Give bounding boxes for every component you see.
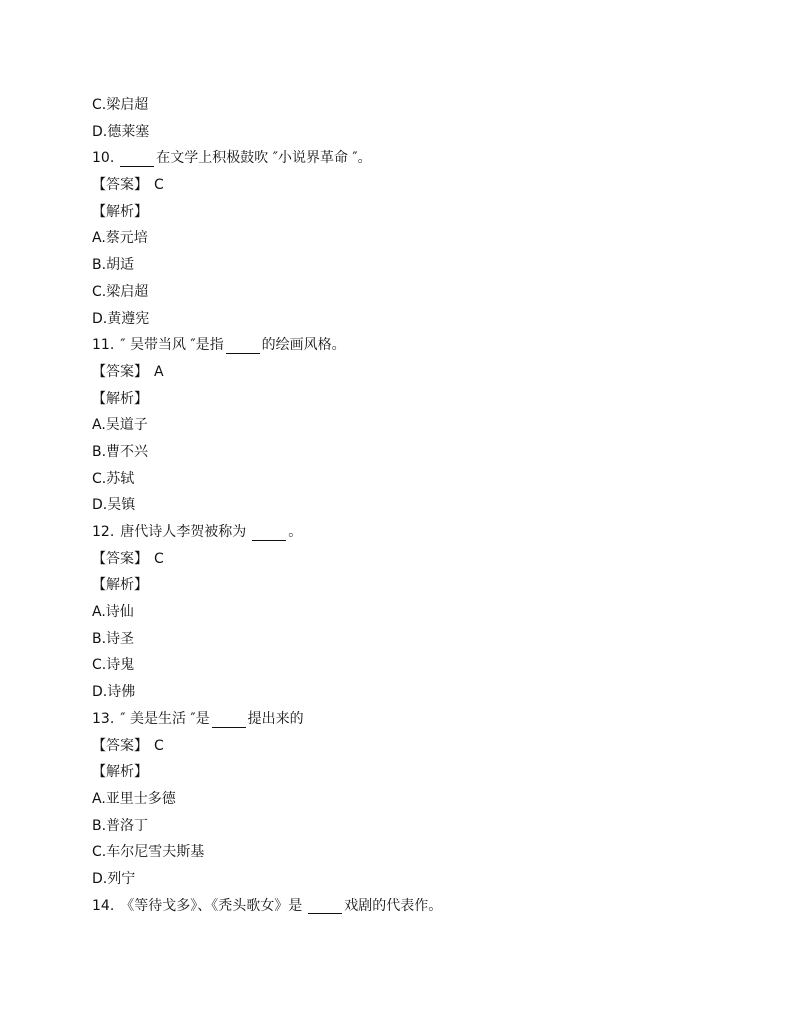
option-line	[92, 306, 732, 333]
analysis-label: 【解析】	[92, 764, 148, 781]
option-line	[92, 119, 732, 146]
answer-label: 【答案】	[92, 177, 148, 194]
question-12	[92, 519, 732, 546]
analysis-line	[92, 386, 732, 413]
option-line	[92, 679, 732, 706]
option-line	[92, 866, 732, 893]
analysis-label: 【解析】	[92, 203, 148, 220]
answer-label: 【答案】	[92, 737, 148, 754]
option-text: A.吴道子	[92, 417, 148, 434]
answer-value: A	[154, 363, 164, 380]
option-line	[92, 599, 732, 626]
answer-value: C	[154, 177, 164, 194]
option-line	[92, 439, 732, 466]
option-line	[92, 839, 732, 866]
option-line	[92, 492, 732, 519]
question-text-pre: ″ 美是生活 ″是	[120, 710, 210, 727]
fill-blank	[226, 337, 260, 354]
question-text-post: 在文学上积极鼓吹 ″小说界革命 ″。	[156, 150, 372, 167]
option-line	[92, 626, 732, 653]
answer-line	[92, 733, 732, 760]
analysis-line	[92, 572, 732, 599]
option-line	[92, 279, 732, 306]
question-text-pre: 唐代诗人李贺被称为	[120, 524, 247, 540]
analysis-line	[92, 199, 732, 226]
answer-label: 【答案】	[92, 363, 148, 380]
answer-value: C	[154, 550, 164, 567]
analysis-line	[92, 759, 732, 786]
option-line	[92, 786, 732, 813]
option-text: D.德莱塞	[92, 123, 150, 140]
option-text: D.诗佛	[92, 684, 136, 701]
option-text: B.曹不兴	[92, 443, 149, 460]
fill-blank	[212, 711, 246, 728]
question-number: 14.	[92, 897, 115, 914]
option-text: B.诗圣	[92, 630, 135, 647]
option-text: C.诗鬼	[92, 657, 135, 674]
option-text: C.梁启超	[92, 283, 149, 300]
answer-line	[92, 172, 732, 199]
option-text: B.普洛丁	[92, 817, 149, 834]
analysis-label: 【解析】	[92, 577, 148, 594]
question-text-post: 戏剧的代表作。	[344, 897, 443, 914]
fill-blank	[308, 897, 342, 914]
question-13	[92, 706, 732, 733]
option-line	[92, 412, 732, 439]
option-text: D.列宁	[92, 870, 136, 887]
question-number: 13.	[92, 710, 115, 727]
option-text: D.吴镇	[92, 497, 136, 514]
option-text: A.诗仙	[92, 604, 134, 621]
option-line	[92, 813, 732, 840]
question-text-post: 的绘画风格。	[261, 337, 346, 354]
question-text-post: 。	[288, 524, 303, 540]
option-line	[92, 92, 732, 119]
question-number: 11.	[92, 337, 115, 354]
answer-label: 【答案】	[92, 550, 148, 567]
fill-blank	[252, 524, 286, 541]
option-line	[92, 252, 732, 279]
question-text-post: 提出来的	[247, 710, 304, 727]
question-14	[92, 893, 732, 920]
option-line	[92, 225, 732, 252]
answer-line	[92, 546, 732, 573]
question-text-pre: 《等待戈多》、《秃头歌女》是	[120, 897, 303, 914]
question-number: 10.	[92, 150, 115, 167]
option-line	[92, 652, 732, 679]
answer-value: C	[154, 737, 164, 754]
analysis-label: 【解析】	[92, 390, 148, 407]
option-text: C.梁启超	[92, 97, 149, 113]
option-text: B.胡适	[92, 257, 135, 274]
option-text: C.苏轼	[92, 470, 135, 487]
question-number: 12.	[92, 524, 115, 540]
question-text-pre: ″ 吴带当风 ″是指	[120, 337, 224, 354]
option-text: A.亚里士多德	[92, 790, 176, 807]
answer-line	[92, 359, 732, 386]
option-line	[92, 466, 732, 493]
fill-blank	[120, 150, 154, 167]
question-10	[92, 145, 732, 172]
document-page	[92, 92, 732, 919]
option-text: D.黄遵宪	[92, 310, 150, 327]
option-text: C.车尔尼雪夫斯基	[92, 844, 205, 861]
option-text: A.蔡元培	[92, 230, 148, 247]
question-11	[92, 332, 732, 359]
